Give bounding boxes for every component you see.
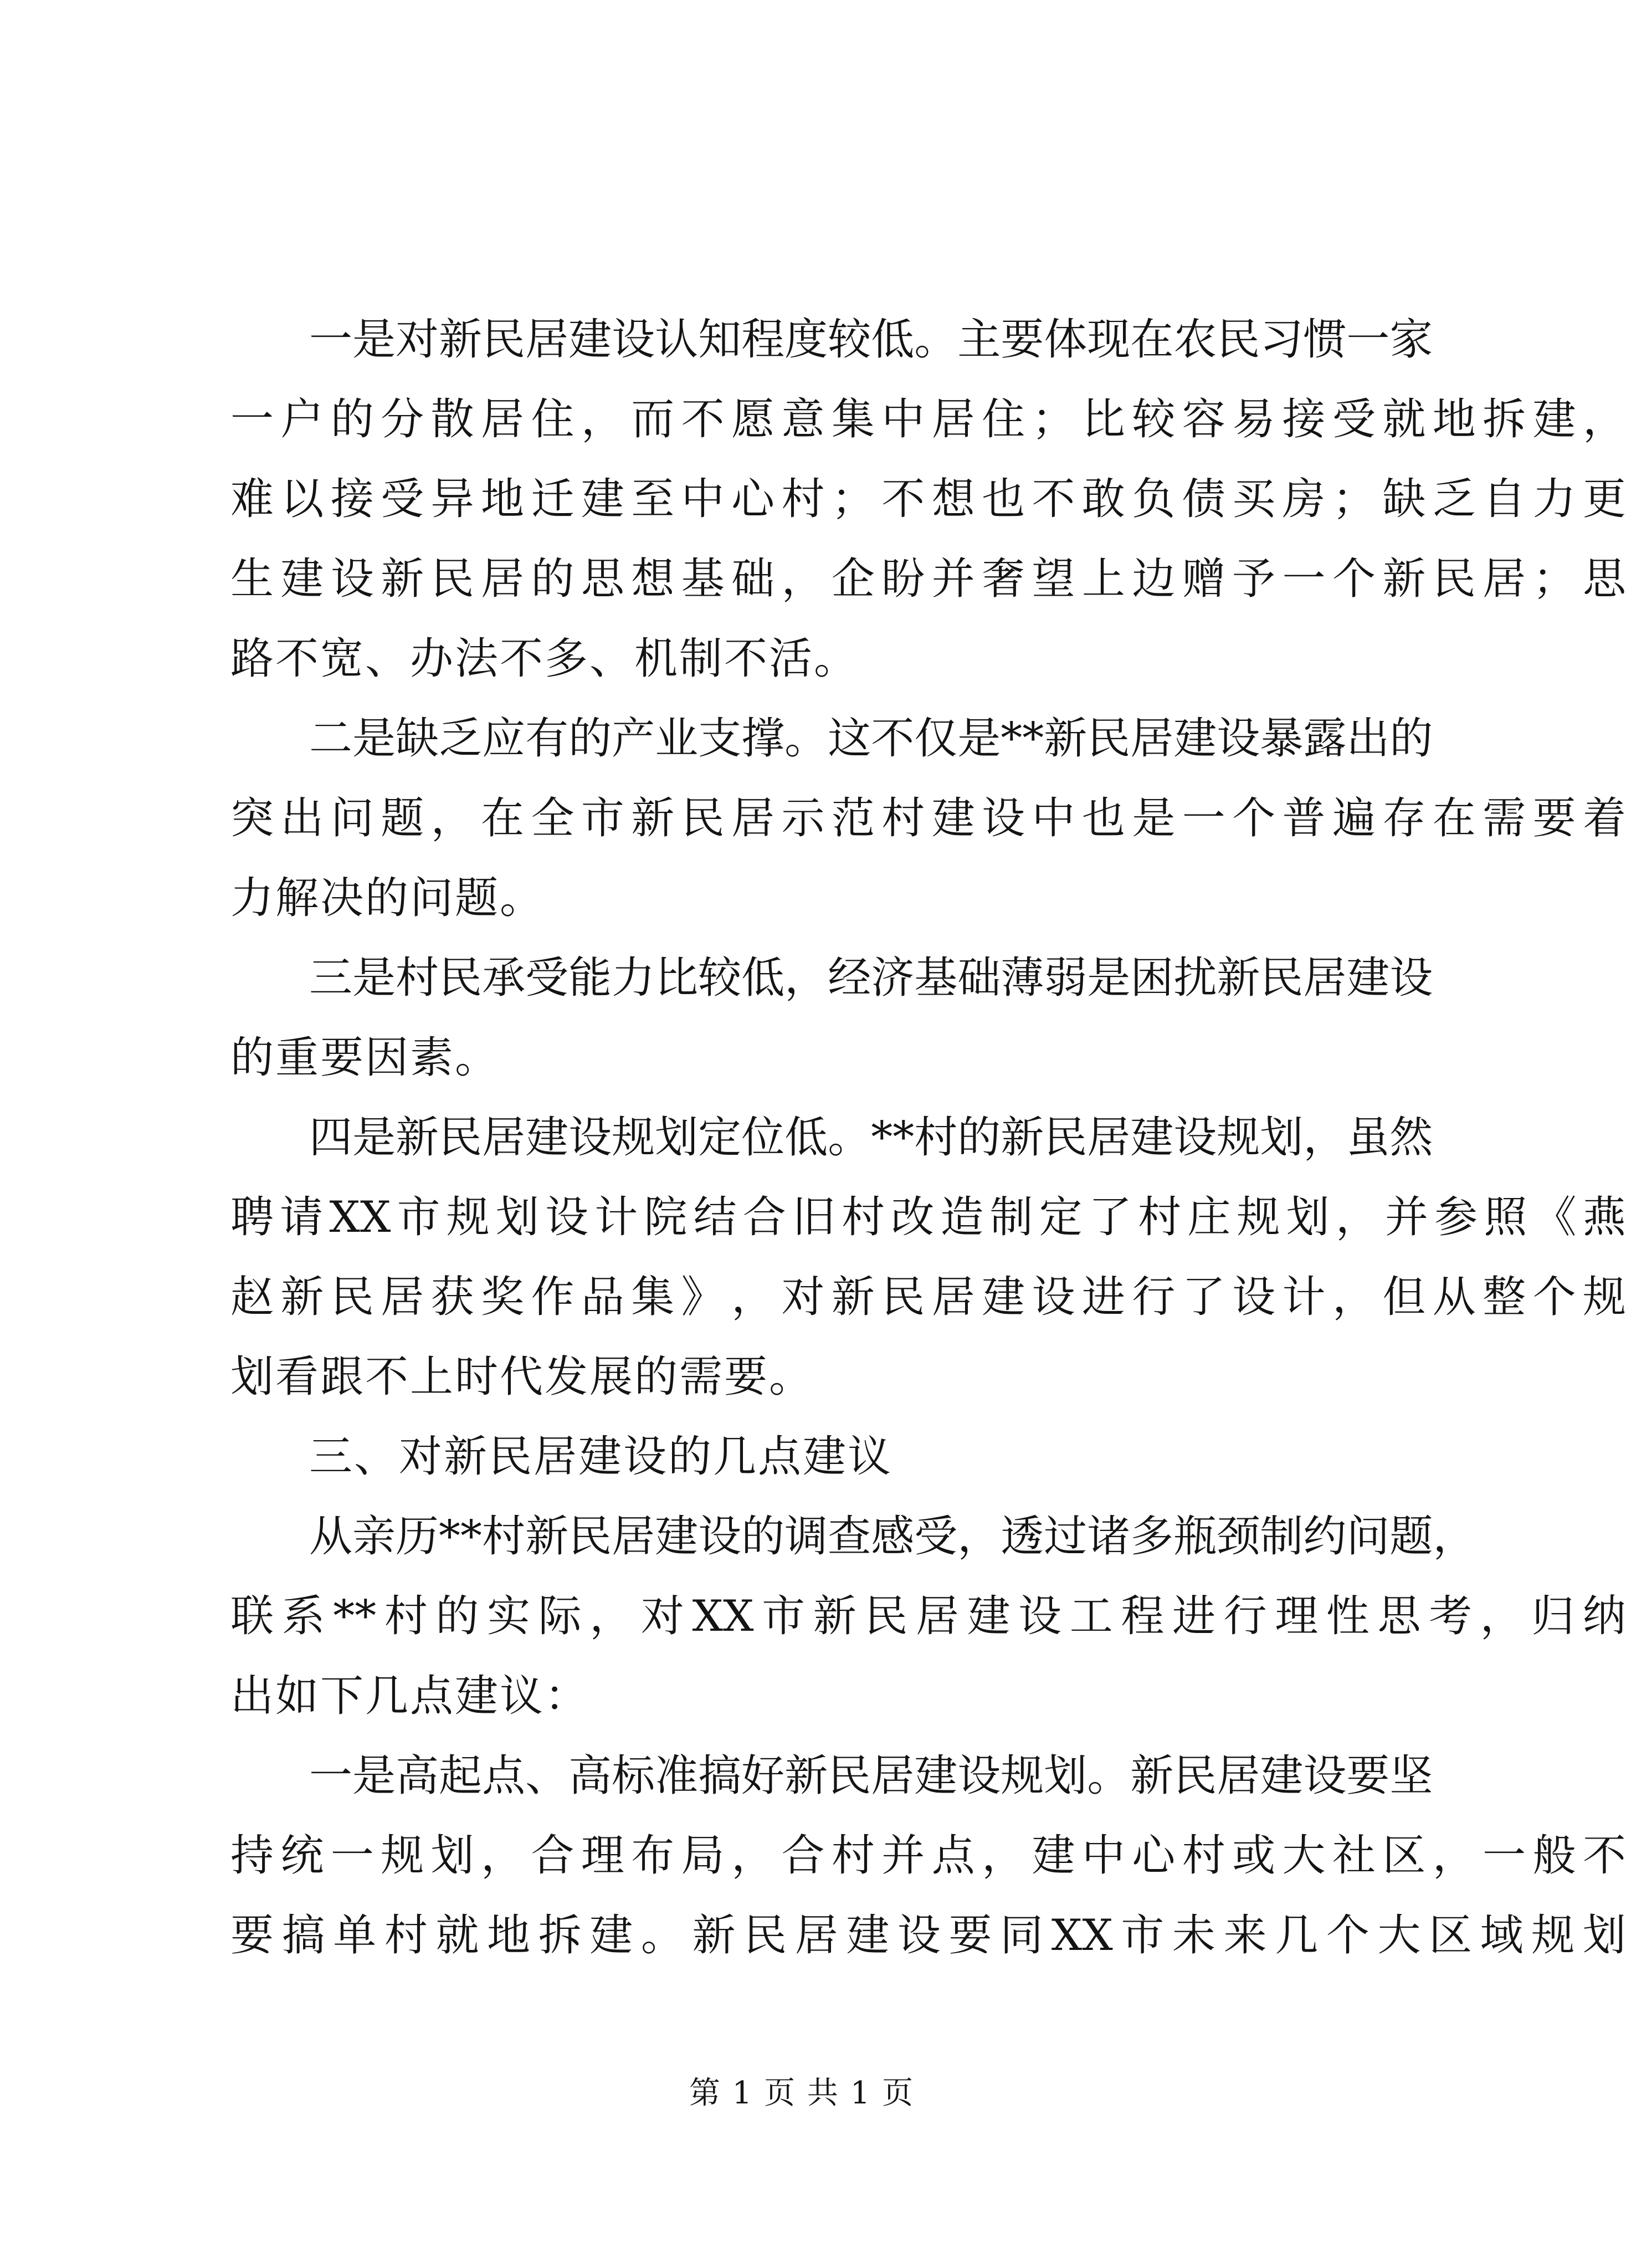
paragraph-line: 三 是 村 民 承 受 能 力 比 较 低 ， 经 济 基 础 薄 弱 是 困 扰 新 民 居 建 设 <box>309 953 1433 1003</box>
paragraph-line: 二 是 缺 乏 应 有 的 产 业 支 撑 。 这 不 仅 是 ** 新 民 居 建 设 暴 露 出 的 <box>309 714 1433 764</box>
section-heading: 三、对新民居建设的几点建议 <box>309 1432 893 1482</box>
paragraph-line: 持 统 一 规 划 ， 合 理 布 局 ， 合 村 并 点 ， 建 中 心 村 或 大 社 区 ， 一 般 不 <box>230 1831 1626 1881</box>
paragraph-line: 从 亲 历 ** 村 新 民 居 建 设 的 调 查 感 受 ， 透 过 诸 多 瓶 颈 制 约 问 题 ， <box>309 1512 1476 1562</box>
paragraph-line: 要 搞 单 村 就 地 拆 建 。 新 民 居 建 设 要 同 XX 市 未 来 几 个 大 区 域 规 划 <box>230 1911 1626 1960</box>
paragraph-line: 的重要因素。 <box>230 1033 500 1083</box>
paragraph-line: 联 系 ** 村 的 实 际 ， 对 XX 市 新 民 居 建 设 工 程 进 行 理 性 思 考 ， 归 纳 <box>230 1591 1626 1641</box>
paragraph-line: 突 出 问 题 ， 在 全 市 新 民 居 示 范 村 建 设 中 也 是 一 个 普 遍 存 在 需 要 着 <box>230 793 1626 843</box>
paragraph-line: 力解决的问题。 <box>230 873 545 923</box>
paragraph-line: 路不宽、办法不多、机制不活。 <box>230 634 859 684</box>
paragraph-line: 一 户 的 分 散 居 住 ， 而 不 愿 意 集 中 居 住 ； 比 较 容 易 接 受 就 地 拆 建 ， <box>230 395 1626 444</box>
paragraph-line: 一 是 对 新 民 居 建 设 认 知 程 度 较 低 。 主 要 体 现 在 农 民 习 惯 一 家 <box>309 315 1433 365</box>
paragraph-line: 难 以 接 受 异 地 迁 建 至 中 心 村 ； 不 想 也 不 敢 负 债 买 房 ； 缺 乏 自 力 更 <box>230 474 1626 524</box>
paragraph-line: 赵 新 民 居 获 奖 作 品 集 》 ， 对 新 民 居 建 设 进 行 了 设 计 ， 但 从 整 个 规 <box>230 1272 1626 1322</box>
page-footer: 第 1 页 共 1 页 <box>689 2075 915 2111</box>
paragraph-line: 生 建 设 新 民 居 的 思 想 基 础 ， 企 盼 并 奢 望 上 边 赠 予 一 个 新 民 居 ； 思 <box>230 554 1626 604</box>
paragraph-line: 出如下几点建议： <box>230 1671 590 1721</box>
paragraph-line: 划看跟不上时代发展的需要。 <box>230 1352 814 1402</box>
paragraph-line: 一 是 高 起 点 、 高 标 准 搞 好 新 民 居 建 设 规 划 。 新 民 居 建 设 要 坚 <box>309 1751 1433 1801</box>
paragraph-line: 聘 请 XX 市 规 划 设 计 院 结 合 旧 村 改 造 制 定 了 村 庄 规 划 ， 并 参 照 《 燕 <box>230 1192 1626 1242</box>
paragraph-line: 四 是 新 民 居 建 设 规 划 定 位 低 。 ** 村 的 新 民 居 建 设 规 划 ， 虽 然 <box>309 1113 1433 1163</box>
